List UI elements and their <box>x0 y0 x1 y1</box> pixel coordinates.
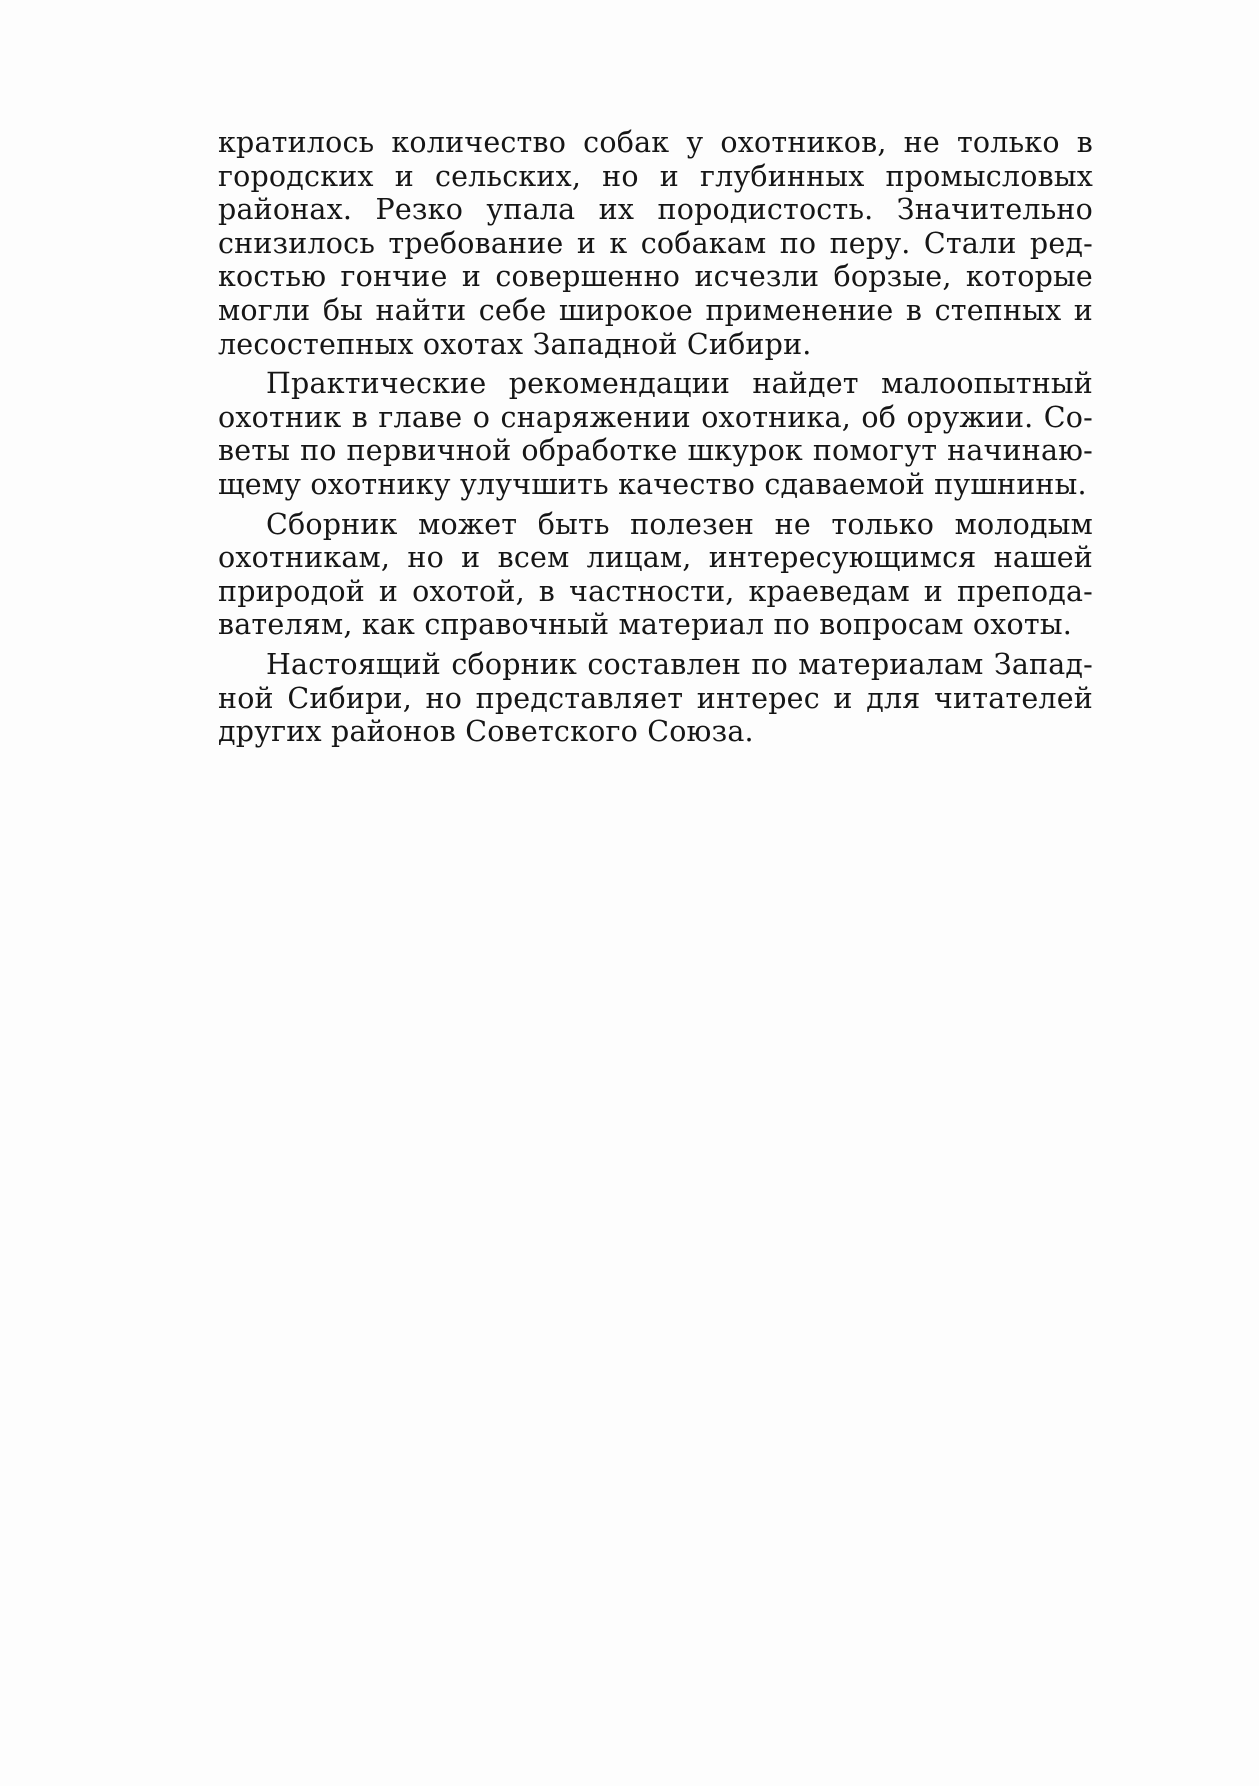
text-line: Настоящий сборник составлен по материалам Запад- <box>266 647 1093 681</box>
text-line: могли бы найти себе широкое применение в степных и <box>218 293 1093 327</box>
paragraph-4 <box>218 648 1093 749</box>
text-line: природой и охотой, в частности, краеведам и препода- <box>218 574 1093 608</box>
text-line: районах. Резко упала их породистость. Значительно <box>218 193 1093 227</box>
text-line: веты по первичной обработке шкурок помогут начинаю- <box>218 434 1093 468</box>
text-line: городских и сельских, но и глубинных промысловых <box>218 159 1093 193</box>
text-line: лесостепных охотах Западной Сибири. <box>218 327 812 361</box>
text-line: щему охотнику улучшить качество сдаваемой пушнины. <box>218 467 1087 501</box>
text-line: охотник в главе о снаряжении охотника, об оружии. Со- <box>218 400 1093 434</box>
text-line: ной Сибири, но представляет интерес и для читателей <box>218 681 1093 715</box>
text-line: снизилось требование и к собакам по перу. Стали ред- <box>218 226 1093 260</box>
text-line: Сборник может быть полезен не только молодым <box>266 507 1093 541</box>
text-line: вателям, как справочный материал по вопросам охоты. <box>218 608 1072 642</box>
text-line: охотникам, но и всем лицам, интересующимся нашей <box>218 541 1093 575</box>
paragraph-2 <box>218 367 1093 501</box>
text-line: костью гончие и совершенно исчезли борзые, которые <box>218 260 1093 294</box>
body-text <box>218 126 1093 755</box>
text-line: Практические рекомендации найдет малоопытный <box>266 367 1093 401</box>
text-line: других районов Советского Союза. <box>218 715 754 749</box>
paragraph-1 <box>218 126 1093 361</box>
text-line: кратилось количество собак у охотников, не только в <box>218 126 1093 159</box>
paragraph-3 <box>218 508 1093 642</box>
